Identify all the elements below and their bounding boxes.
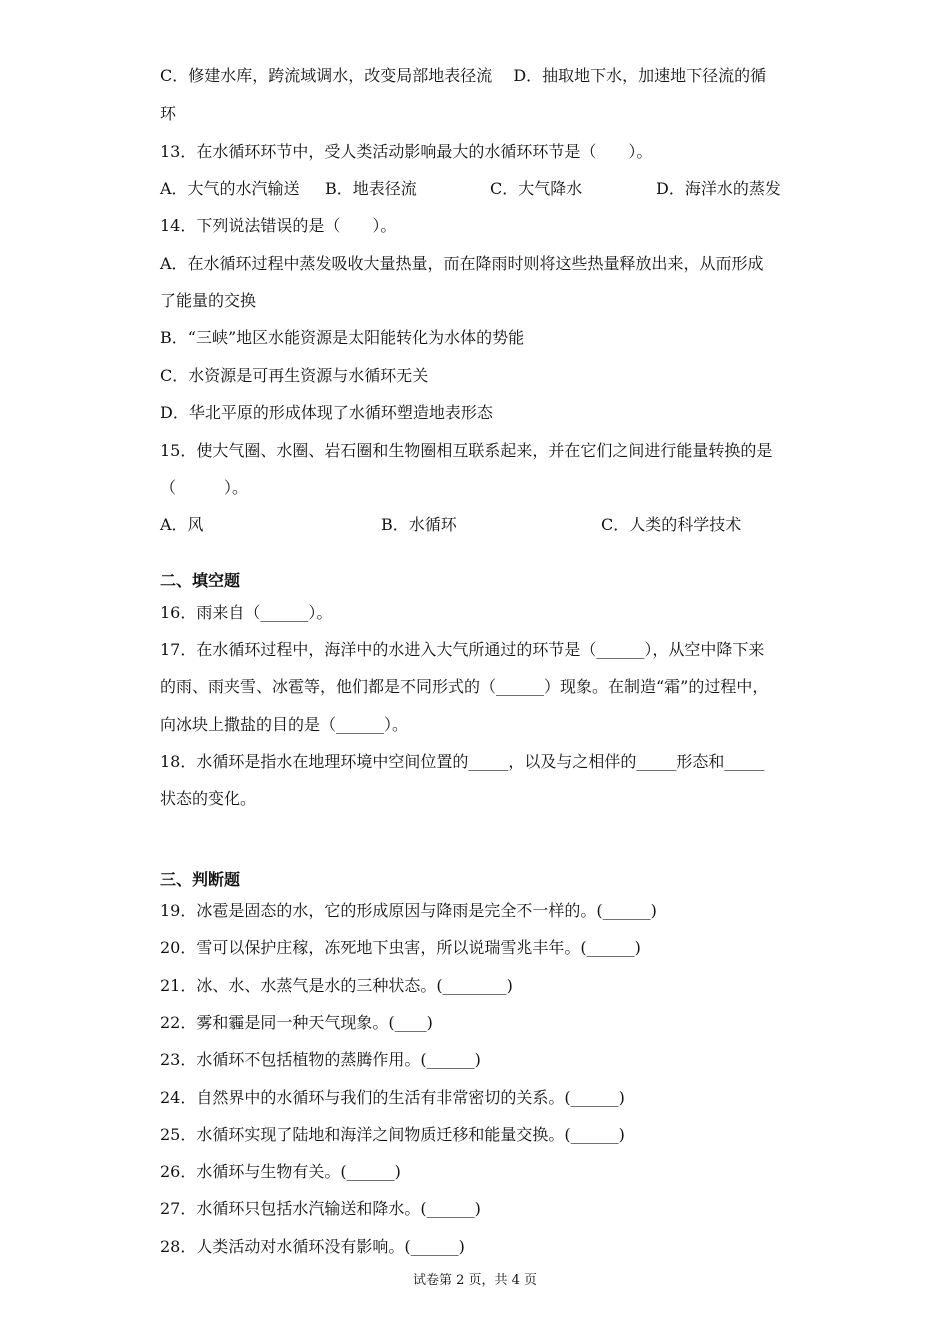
q17-line-1: 17．在水循环过程中，海洋中的水进入大气所通过的环节是（______），从空中降下来 — [160, 640, 765, 659]
q13-option-d: D．海洋水的蒸发 — [656, 179, 781, 198]
judge-item-26: 26．水循环与生物有关。(______) — [160, 1162, 401, 1181]
judge-item-20: 20．雪可以保护庄稼，冻死地下虫害，所以说瑞雪兆丰年。(______) — [160, 938, 641, 957]
judge-item-21: 21．冰、水、水蒸气是水的三种状态。(________) — [160, 976, 513, 995]
judge-item-23: 23．水循环不包括植物的蒸腾作用。(______) — [160, 1050, 481, 1069]
section-true-false-title: 三、判断题 — [160, 870, 241, 889]
q12-option-line-1: C．修建水库，跨流域调水，改变局部地表径流 D．抽取地下水，加速地下径流的循 — [160, 66, 767, 85]
judge-item-19: 19．冰雹是固态的水，它的形成原因与降雨是完全不一样的。(______) — [160, 901, 657, 920]
q14-option-a-line-1: A．在水循环过程中蒸发吸收大量热量，而在降雨时则将这些热量释放出来，从而形成 — [160, 254, 764, 273]
q18-line-1: 18．水循环是指水在地理环境中空间位置的_____，以及与之相伴的_____形态和_____ — [160, 752, 765, 771]
judge-item-24: 24．自然界中的水循环与我们的生活有非常密切的关系。(______) — [160, 1088, 625, 1107]
judge-item-28: 28．人类活动对水循环没有影响。(______) — [160, 1237, 465, 1256]
q15-option-b: B．水循环 — [381, 515, 457, 534]
q15-stem-line-1: 15．使大气圈、水圈、岩石圈和生物圈相互联系起来，并在它们之间进行能量转换的是 — [160, 441, 773, 460]
q12-option-line-2: 环 — [160, 104, 177, 123]
q17-line-2: 的雨、雨夹雪、冰雹等，他们都是不同形式的（______）现象。在制造“霜”的过程中， — [160, 677, 769, 696]
judge-item-22: 22．雾和霾是同一种天气现象。(____) — [160, 1013, 433, 1032]
q14-stem: 14．下列说法错误的是（ ）。 — [160, 216, 397, 235]
section-fill-in-title: 二、填空题 — [160, 571, 241, 590]
q13-option-a: A．大气的水汽输送 — [160, 179, 300, 198]
q14-option-c: C．水资源是可再生资源与水循环无关 — [160, 366, 429, 385]
q14-option-a-line-2: 了能量的交换 — [160, 291, 257, 310]
q13-option-c: C．大气降水 — [490, 179, 583, 198]
q15-stem-line-2: （ ）。 — [160, 478, 249, 497]
page-footer: 试卷第 2 页，共 4 页 — [412, 1273, 538, 1288]
q13-option-b: B．地表径流 — [325, 179, 417, 198]
q15-option-c: C．人类的科学技术 — [601, 515, 742, 534]
q16-line: 16．雨来自（______）。 — [160, 603, 333, 622]
q17-line-3: 向冰块上撒盐的目的是（______）。 — [160, 715, 409, 734]
q14-option-d: D．华北平原的形成体现了水循环塑造地表形态 — [160, 403, 493, 422]
q15-option-a: A．风 — [160, 515, 204, 534]
judge-item-25: 25．水循环实现了陆地和海洋之间物质迁移和能量交换。(______) — [160, 1125, 625, 1144]
q13-stem: 13．在水循环环节中，受人类活动影响最大的水循环环节是（ ）。 — [160, 142, 653, 161]
q14-option-b: B．“三峡”地区水能资源是太阳能转化为水体的势能 — [160, 328, 525, 347]
judge-item-27: 27．水循环只包括水汽输送和降水。(______) — [160, 1199, 481, 1218]
q18-line-2: 状态的变化。 — [160, 789, 257, 808]
